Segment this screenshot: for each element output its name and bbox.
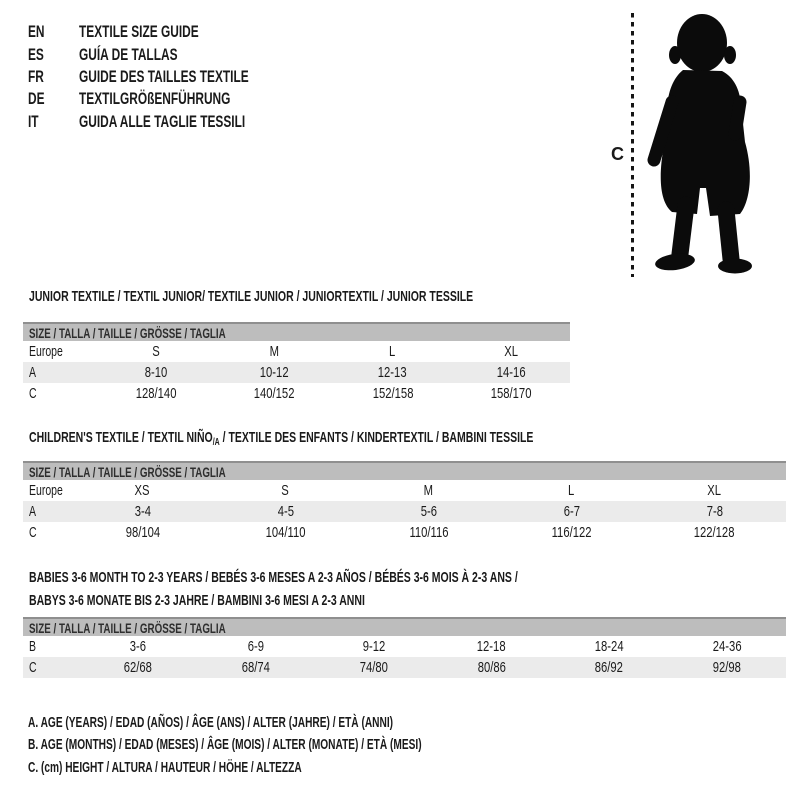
size-cell: XL — [707, 482, 722, 499]
silhouette-head — [677, 14, 727, 72]
size-cell: 6-7 — [563, 503, 580, 520]
size-cell: 5-6 — [420, 503, 437, 520]
size-cell: 9-12 — [362, 638, 385, 655]
size-cell: L — [389, 343, 396, 360]
children-section-title: CHILDREN'S TEXTILE / TEXTIL $NIÑO_{/A}$ / TEXTILE DES ENFANTS / KINDERTEXTIL / BAMBINI TESSILE — [29, 429, 534, 448]
size-cell: 24-36 — [712, 638, 742, 655]
size-cell: 14-16 — [496, 364, 526, 381]
height-measure-dashed-line — [631, 13, 634, 277]
legend-line-b: B. AGE (MONTHS) / EDAD (MESES) / ÂGE (MOIS) / ALTER (MONATE) / ETÀ (MESI) — [28, 737, 422, 754]
size-cell: 110/116 — [409, 524, 448, 541]
height-measure-label: C — [611, 144, 624, 164]
language-label: GUÍA DE TALLAS — [79, 44, 178, 64]
silhouette-foot-left — [654, 252, 696, 273]
toddler-silhouette-image — [645, 10, 765, 275]
size-cell: 3-6 — [129, 638, 147, 655]
table-row-age — [23, 362, 570, 383]
table-row-europe — [23, 341, 570, 362]
size-cell: S — [152, 343, 160, 360]
size-cell: L — [568, 482, 575, 499]
size-cell: 128/140 — [135, 385, 177, 402]
language-code: FR — [28, 66, 44, 86]
row-label: C — [29, 659, 37, 676]
row-label: C — [29, 385, 37, 402]
language-row-en — [28, 21, 321, 43]
silhouette-ear-right — [724, 46, 736, 64]
size-cell: XS — [134, 482, 150, 499]
size-cell: XL — [503, 343, 518, 360]
size-cell: 140/152 — [254, 385, 295, 402]
row-label: B — [29, 638, 37, 655]
row-label: A — [29, 364, 37, 381]
size-cell: 74/80 — [359, 659, 388, 676]
toddler-silhouette-svg — [645, 10, 765, 275]
size-cell: 18-24 — [594, 638, 624, 655]
size-cell: 7-8 — [706, 503, 723, 520]
language-row-fr — [28, 66, 321, 88]
size-cell: 10-12 — [259, 364, 289, 381]
silhouette-foot-right — [718, 259, 752, 274]
language-row-es — [28, 43, 321, 65]
table-row-europe — [23, 480, 786, 501]
size-cell: 4-5 — [277, 503, 294, 520]
legend-line-a: A. AGE (YEARS) / EDAD (AÑOS) / ÂGE (ANS) / ALTER (JAHRE) / ETÀ (ANNI) — [28, 715, 394, 732]
size-cell: 92/98 — [712, 659, 742, 676]
size-cell: 6-9 — [247, 638, 264, 655]
language-code: EN — [28, 22, 45, 42]
size-cell: 80/86 — [477, 659, 506, 676]
language-code: ES — [28, 44, 44, 64]
language-list — [28, 21, 321, 133]
size-cell: 86/92 — [595, 659, 624, 676]
children-size-table — [23, 461, 786, 543]
table-row-height — [23, 522, 786, 543]
row-label: Europe — [29, 343, 63, 360]
table-row-age — [23, 501, 786, 522]
silhouette-ear-left — [669, 46, 681, 64]
size-cell: 8-10 — [144, 364, 168, 381]
size-cell: 3-4 — [134, 503, 151, 520]
silhouette-leg-right — [726, 210, 731, 259]
size-cell: 62/68 — [123, 659, 152, 676]
size-cell: 12-13 — [378, 364, 408, 381]
size-cell: 122/128 — [694, 524, 735, 541]
size-cell: 68/74 — [241, 659, 270, 676]
language-label: TEXTILGRÖßENFÜHRUNG — [79, 89, 231, 109]
language-label: TEXTILE SIZE GUIDE — [79, 22, 199, 42]
row-label: A — [29, 503, 37, 520]
row-label: Europe — [29, 482, 63, 499]
size-header-bar: SIZE / TALLA / TAILLE / GRÖSSE / TAGLIA — [23, 617, 786, 636]
size-cell: M — [269, 343, 280, 360]
size-cell: 104/110 — [265, 524, 306, 541]
row-label: C — [29, 524, 37, 541]
size-cell: 158/170 — [490, 385, 532, 402]
table-row-height — [23, 657, 786, 678]
junior-size-table — [23, 322, 570, 404]
silhouette-leg-left — [680, 205, 686, 254]
size-cell: M — [423, 482, 434, 499]
babies-size-table — [23, 617, 786, 678]
babies-section-title: BABIES 3-6 MONTH TO 2-3 YEARS / BEBÉS 3-6 MESES A 2-3 AÑOS / BÉBÉS 3-6 MOIS À 2-3 ANS / BABYS 3-6 MONATE BIS 2-3 JAHRE / BAMBINI 3-6 MESI A 2-3 ANNI — [29, 569, 518, 609]
silhouette-arm-right — [735, 102, 740, 134]
language-label: GUIDA ALLE TAGLIE TESSILI — [79, 111, 246, 131]
language-code: IT — [28, 111, 39, 131]
size-cell: 98/104 — [125, 524, 160, 541]
junior-section-title: JUNIOR TEXTILE / TEXTIL JUNIOR/ TEXTILE JUNIOR / JUNIORTEXTIL / JUNIOR TESSILE — [29, 288, 474, 305]
size-cell: S — [281, 482, 290, 499]
size-cell: 116/122 — [551, 524, 592, 541]
language-label: GUIDE DES TAILLES TEXTILE — [79, 66, 249, 86]
language-row-it — [28, 111, 321, 133]
table-row-months — [23, 636, 786, 657]
table-row-height — [23, 383, 570, 404]
size-cell: 12-18 — [477, 638, 506, 655]
language-code: DE — [28, 89, 45, 109]
title-subscript: /A — [212, 437, 220, 448]
size-header-bar: SIZE / TALLA / TAILLE / GRÖSSE / TAGLIA — [23, 322, 570, 341]
size-header-bar: SIZE / TALLA / TAILLE / GRÖSSE / TAGLIA — [23, 461, 786, 480]
measure-legend — [28, 712, 590, 779]
language-row-de — [28, 88, 321, 110]
size-cell: 152/158 — [372, 385, 413, 402]
legend-line-c: C. (cm) HEIGHT / ALTURA / HAUTEUR / HÖHE / ALTEZZA — [28, 759, 302, 776]
silhouette-body — [661, 70, 750, 216]
